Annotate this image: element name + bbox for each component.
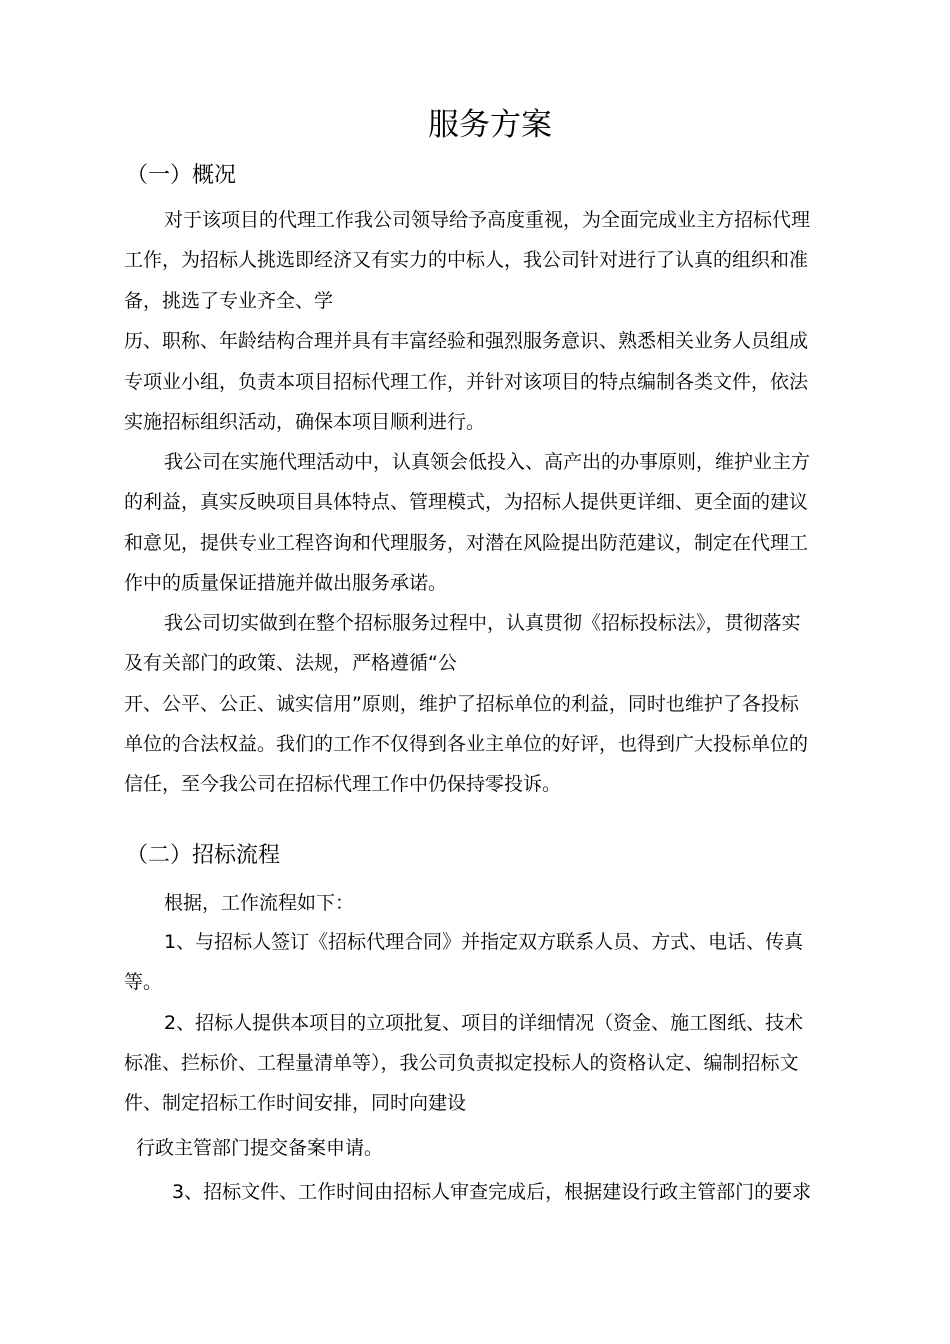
paragraph-line: 信任，至今我公司在招标代理工作中仍保持零投诉。: [124, 773, 562, 795]
paragraph-line: 我公司在实施代理活动中，认真领会低投入、高产出的办事原则，维护业主方: [164, 451, 811, 473]
paragraph-line: 作中的质量保证措施并做出服务承诺。: [124, 572, 448, 594]
paragraph-line: 的利益，真实反映项目具体特点、管理模式，为招标人提供更详细、更全面的建议: [124, 491, 809, 513]
paragraph-line: 单位的合法权益。我们的工作不仅得到各业主单位的好评，也得到广大投标单位的: [124, 733, 809, 755]
paragraph-line: 1、与招标人签订《招标代理合同》并指定双方联系人员、方式、电话、传真: [164, 931, 804, 953]
paragraph-line: 3、招标文件、工作时间由招标人审查完成后，根据建设行政主管部门的要求: [172, 1181, 812, 1203]
paragraph-line: 专项业小组，负责本项目招标代理工作，并针对该项目的特点编制各类文件，依法: [124, 371, 809, 393]
paragraph-line: 备，挑选了专业齐全、学: [124, 290, 334, 312]
paragraph-line: 和意见，提供专业工程咨询和代理服务，对潜在风险提出防范建议，制定在代理工: [124, 532, 809, 554]
paragraph-line: 及有关部门的政策、法规，严格遵循“公: [124, 652, 457, 674]
paragraph-line: 我公司切实做到在整个招标服务过程中，认真贯彻《招标投标法》，贯彻落实: [164, 612, 801, 634]
paragraph-line: 件、制定招标工作时间安排，同时向建设: [124, 1092, 467, 1114]
paragraph-line: 对于该项目的代理工作我公司领导给予高度重视，为全面完成业主方招标代理: [164, 209, 811, 231]
section-heading-process: （二）招标流程: [126, 843, 281, 868]
page-title: 服务方案: [428, 107, 552, 143]
paragraph-line: 工作，为招标人挑选即经济又有实力的中标人，我公司针对进行了认真的组织和准: [124, 249, 809, 271]
paragraph-line: 开、公平、公正、诚实信用”原则，维护了招标单位的利益，同时也维护了各投标: [124, 693, 799, 715]
paragraph-line: 标准、拦标价、工程量清单等），我公司负责拟定投标人的资格认定、编制招标文: [124, 1052, 799, 1074]
paragraph-line: 行政主管部门提交备案申请。: [136, 1137, 384, 1159]
paragraph-line: 等。: [124, 971, 163, 993]
section-heading-overview: （一）概况: [126, 163, 237, 188]
paragraph-line: 实施招标组织活动，确保本项目顺利进行。: [124, 411, 486, 433]
paragraph-line: 根据，工作流程如下：: [164, 892, 355, 914]
paragraph-line: 2、招标人提供本项目的立项批复、项目的详细情况（资金、施工图纸、技术: [164, 1012, 804, 1034]
paragraph-line: 历、职称、年龄结构合理并具有丰富经验和强烈服务意识、熟悉相关业务人员组成: [124, 330, 809, 352]
